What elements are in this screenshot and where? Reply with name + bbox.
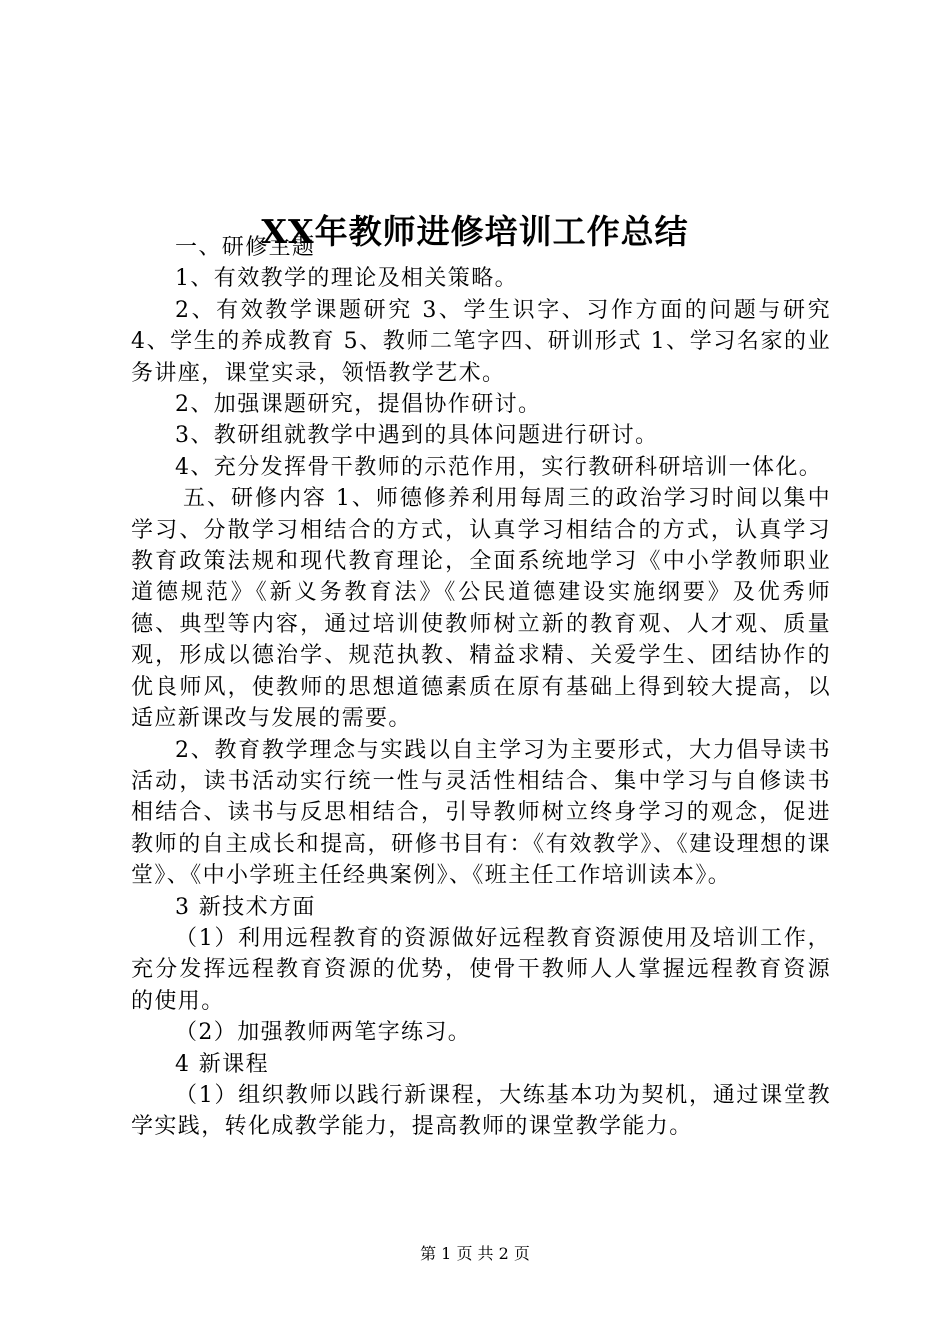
document-title: XX年教师进修培训工作总结 (261, 212, 689, 252)
heading-new-curriculum: 4 新课程 (175, 1051, 269, 1077)
paragraph: 五、研修内容 1、师德修养利用每周三的政治学习时间以集中学习、分散学习相结合的方式，认真学习相结合的方式，认真学习教育政策法规和现代教育理论，全面系统地学习《中小学教师职业道德规范》《新义务教育法》《公民道德建设实施纲要》及优秀师德、典型等内容，通过培训使教师树立新的教育观、人才观、质量观，形成以德治学、规范执教、精益求精、关爱学生、团结协作的优良师风，使教师的思想道德素质在原有基础上得到较大提高，以适应新课改与发展的需要。 (131, 486, 831, 732)
paragraph: （1）利用远程教育的资源做好远程教育资源使用及培训工作，充分发挥远程教育资源的优势，使骨干教师人人掌握远程教育资源的使用。 (131, 925, 831, 1014)
document-body (131, 232, 831, 1143)
paragraph: （1）组织教师以践行新课程，大练基本功为契机，通过课堂教学实践，转化成教学能力，提高教师的课堂教学能力。 (131, 1082, 831, 1140)
paragraph: （2）加强教师两笔字练习。 (175, 1020, 472, 1046)
paragraph: 1、有效教学的理论及相关策略。 (175, 266, 518, 292)
paragraph: 3、教研组就教学中遇到的具体问题进行研讨。 (175, 423, 659, 449)
heading-research-theme: 一、研修主题 (175, 235, 316, 260)
paragraph: 2、有效教学课题研究 3、学生识字、习作方面的问题与研究 4、学生的养成教育 5、教师二笔字四、研训形式 1、学习名家的业务讲座，课堂实录，领悟教学艺术。 (131, 297, 831, 386)
paragraph: 2、教育教学理念与实践以自主学习为主要形式，大力倡导读书活动，读书活动实行统一性与灵活性相结合、集中学习与自修读书相结合、读书与反思相结合，引导教师树立终身学习的观念，促进教师的自主成长和提高，研修书目有：《有效教学》、《建设理想的课堂》、《中小学班主任经典案例》、《班主任工作培训读本》。 (131, 737, 831, 889)
paragraph: 2、加强课题研究，提倡协作研讨。 (175, 392, 542, 418)
heading-new-technology: 3 新技术方面 (175, 894, 316, 920)
paragraph: 4、充分发挥骨干教师的示范作用，实行教研科研培训一体化。 (175, 454, 823, 480)
page-number-footer: 第 1 页 共 2 页 (420, 1244, 530, 1263)
